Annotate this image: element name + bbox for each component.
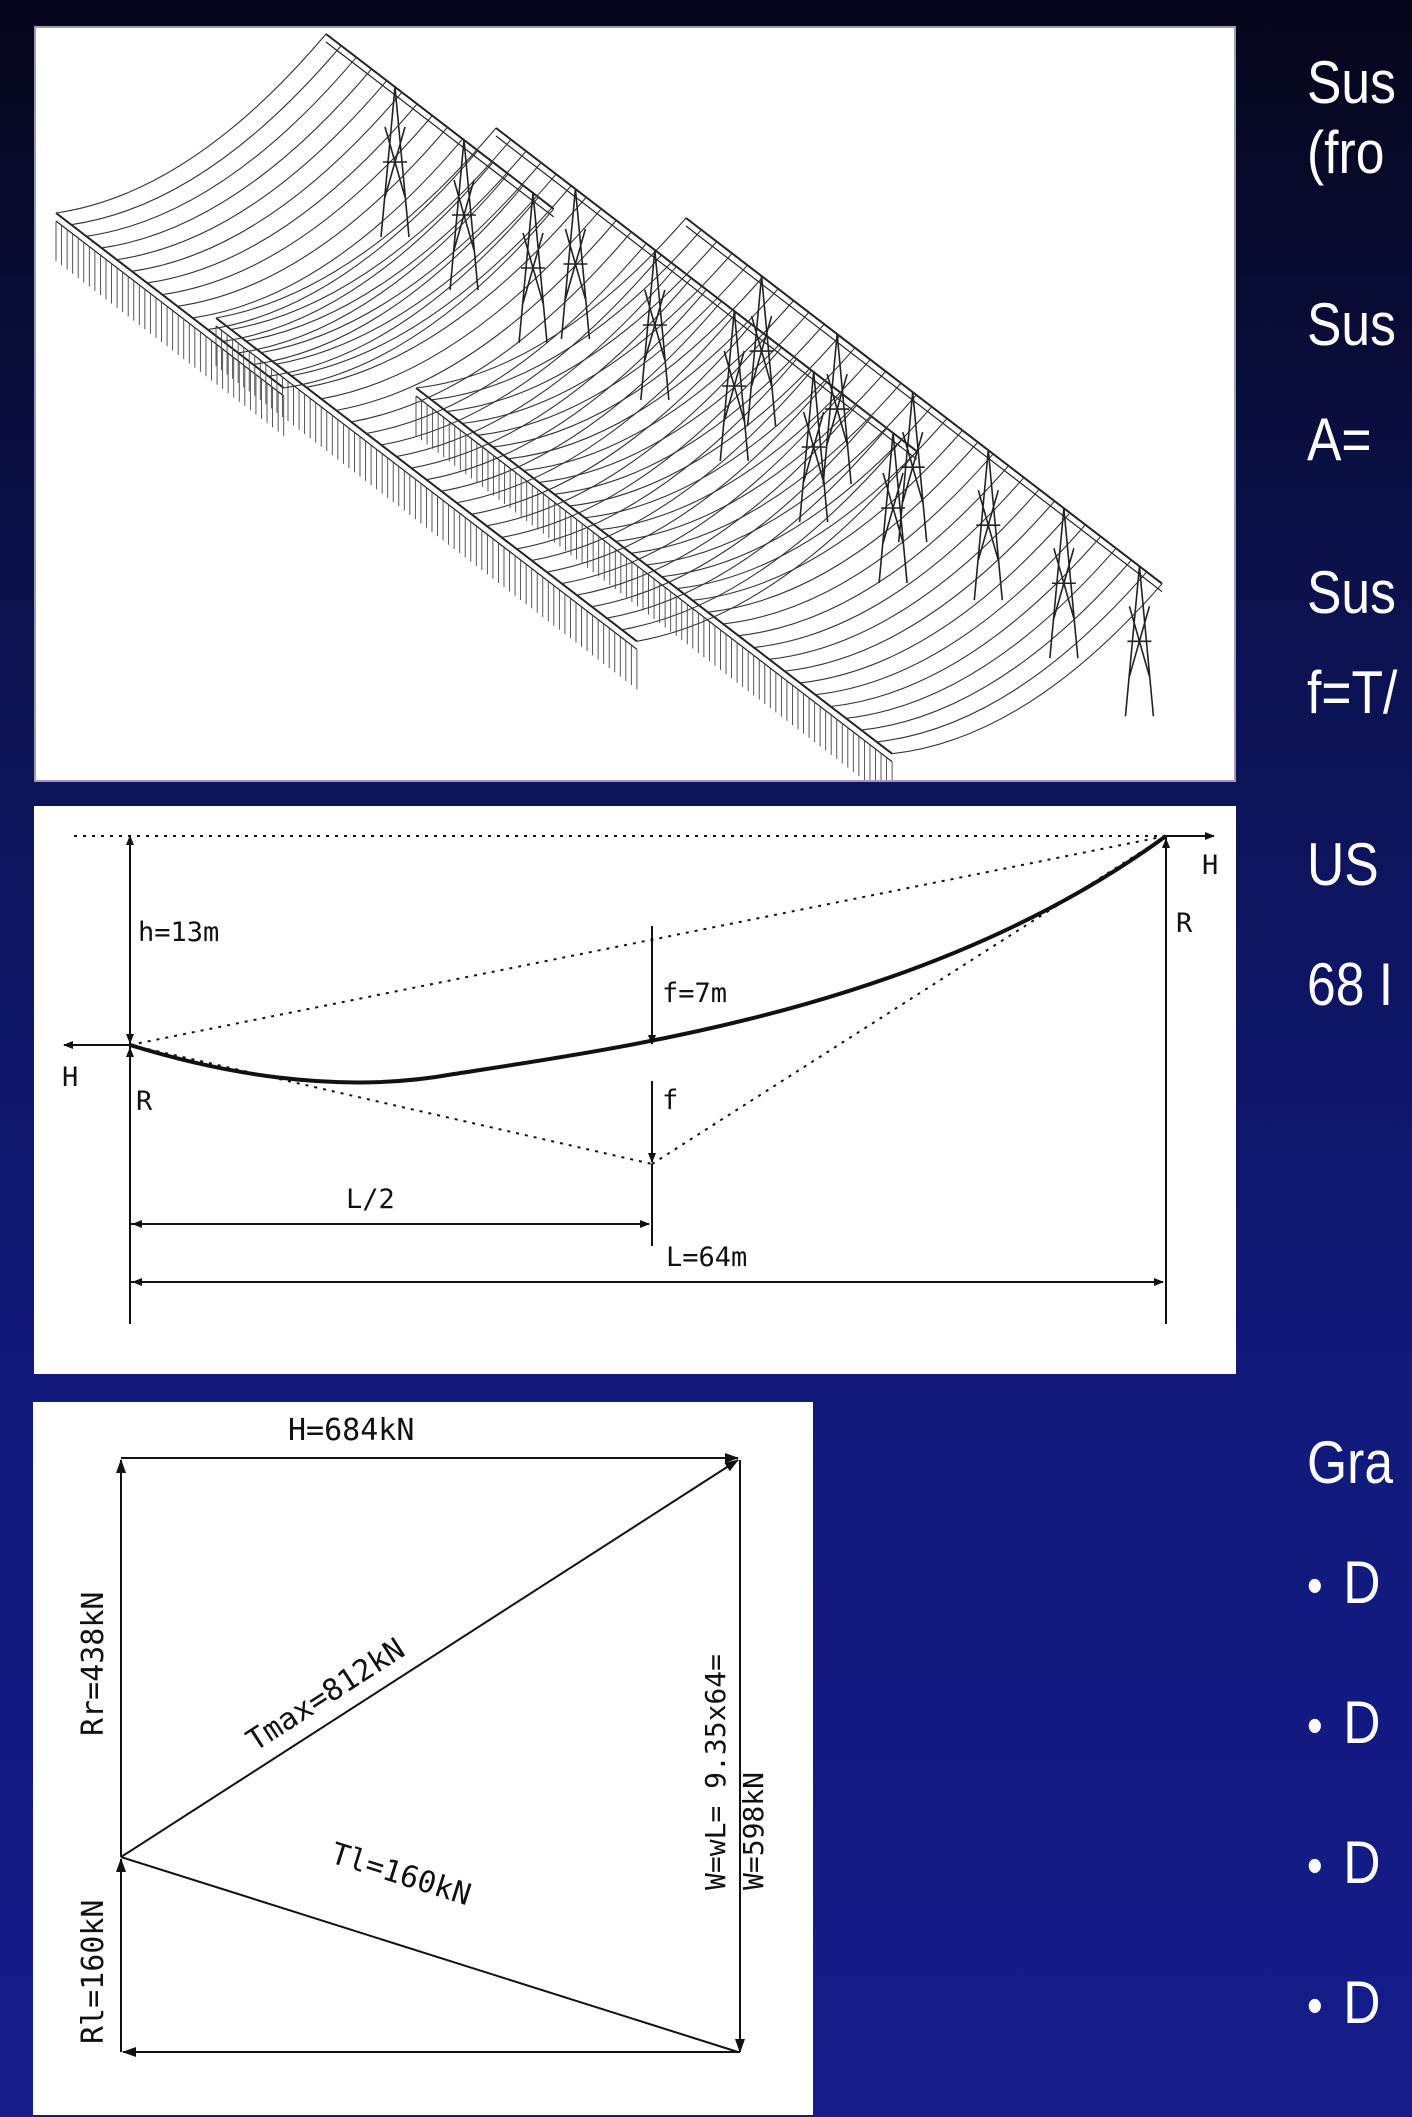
force-polygon-svg: [33, 1402, 813, 2115]
bullet-text: D: [1343, 1829, 1381, 1896]
h-force-label: H=684kN: [288, 1413, 415, 1448]
roof-cable: [592, 417, 872, 607]
roof-cable: [102, 69, 372, 248]
roof-pylon: [748, 276, 776, 426]
tmax-force-label: Tmax=812kN: [240, 1631, 412, 1759]
roof-pylon: [561, 189, 589, 339]
roof-pylon: [879, 433, 907, 583]
text-line-1: Sus: [1307, 49, 1396, 116]
text-line-7: US: [1307, 831, 1379, 898]
roof-cable: [457, 313, 737, 503]
text-line-3: Sus: [1307, 291, 1396, 358]
force-polygon-diagram: [33, 1402, 813, 2115]
bullet-dot: •: [1307, 1837, 1323, 1895]
text-line-2: (fro: [1307, 119, 1385, 186]
roof-cable: [193, 139, 463, 318]
roof-cable: [208, 151, 478, 330]
h-label: h=13m: [138, 917, 220, 948]
h-left-label: H: [62, 1062, 79, 1093]
roof-cable: [532, 370, 812, 560]
h-right-label: H: [1202, 850, 1219, 881]
roof-cable: [147, 104, 417, 283]
w-value-label: W=598kN: [737, 1771, 770, 1890]
roof-pylon: [1125, 566, 1153, 716]
bullet-item-3: [1307, 1828, 1381, 1897]
text-line-4: A=: [1307, 406, 1372, 473]
roof-cable: [877, 572, 1147, 742]
left-tangent-dotted: [130, 1045, 652, 1164]
roof-cable: [577, 405, 857, 595]
bullet-item-4: [1307, 1968, 1381, 2037]
roof-cable: [892, 584, 1162, 754]
roof-cable: [487, 336, 767, 526]
text-line-6: f=T/: [1307, 659, 1398, 726]
cable-curve: [130, 836, 1166, 1082]
bullet-dot: •: [1307, 1977, 1323, 2035]
roof-cable: [71, 46, 341, 225]
roof-cable: [223, 162, 493, 341]
roof-pylon: [641, 250, 669, 400]
bullet-text: D: [1343, 1969, 1381, 2036]
bullet-item-2: [1307, 1688, 1381, 1757]
roof-cable: [366, 243, 646, 433]
roof-cable: [441, 301, 721, 491]
roof-cable: [253, 186, 523, 365]
roof-cable: [117, 81, 387, 260]
cable-geometry-diagram: [34, 806, 1236, 1374]
tmax-force-vector: [121, 1460, 738, 1857]
bullet-text: D: [1343, 1689, 1381, 1756]
text-line-8: 68 I: [1307, 951, 1394, 1018]
bullet-dot: •: [1307, 1697, 1323, 1755]
text-line-5: Sus: [1307, 559, 1396, 626]
tl-force-label: Tl=160kN: [326, 1836, 475, 1914]
roof-cable: [562, 394, 842, 584]
chord-dotted-line: [130, 836, 1166, 1045]
bullet-text: D: [1343, 1549, 1381, 1616]
roof-cable: [622, 440, 902, 630]
roof-ridge-girder: [326, 34, 554, 209]
roof-cable: [426, 290, 706, 480]
roof-cable: [86, 57, 356, 236]
bullet-item-1: [1307, 1548, 1381, 1617]
w-formula-label: W=wL= 9.35x64=: [699, 1653, 732, 1890]
half-span-label: L/2: [346, 1184, 395, 1215]
roof-cable: [517, 359, 797, 549]
roof-ridge-girder: [686, 226, 1162, 592]
f-small-label: f: [662, 1085, 679, 1116]
cable-geometry-svg: [34, 806, 1236, 1374]
rr-force-label: Rr=438kN: [76, 1591, 111, 1736]
rl-force-label: Rl=160kN: [76, 1899, 111, 2044]
roof-structure-drawing: [34, 26, 1236, 782]
roof-pylon: [381, 87, 409, 237]
f-label: f=7m: [662, 978, 728, 1009]
r-left-label: R: [136, 1086, 153, 1117]
roof-structure-svg: [36, 28, 1234, 780]
roof-pylon: [899, 392, 927, 542]
roof-cable: [547, 382, 827, 572]
r-right-label: R: [1176, 908, 1193, 939]
roof-cable: [162, 116, 432, 295]
bullet-dot: •: [1307, 1557, 1323, 1615]
roof-cable: [56, 34, 326, 213]
span-label: L=64m: [666, 1242, 748, 1273]
roof-cable: [381, 255, 661, 445]
roof-cable: [132, 92, 402, 271]
roof-cable: [472, 324, 752, 514]
text-line-9: Gra: [1307, 1429, 1394, 1496]
roof-ridge-girder: [496, 136, 917, 459]
roof-cable: [861, 560, 1131, 730]
